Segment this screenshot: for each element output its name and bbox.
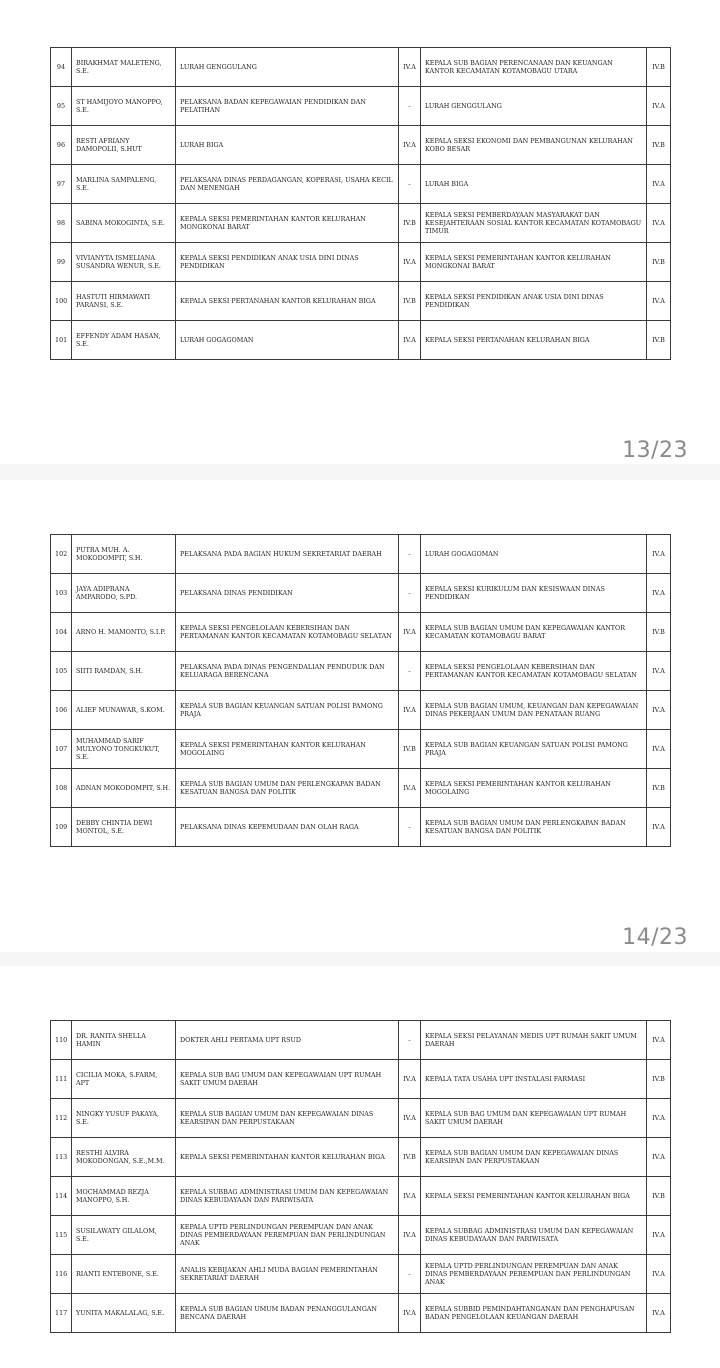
new-grade: IV.B (647, 321, 671, 360)
old-position: PELAKSANA DINAS PENDIDIKAN (176, 574, 399, 613)
old-position: LURAH BIGA (176, 126, 399, 165)
page-number: 14/23 (622, 925, 688, 950)
new-grade: IV.A (647, 1021, 671, 1060)
table-row (51, 321, 671, 360)
old-position: KEPALA SEKSI PEMERINTAHAN KANTOR KELURAHAN MONGKONAI BARAT (176, 204, 399, 243)
table-row (51, 1099, 671, 1138)
old-grade: IV.A (399, 1216, 421, 1255)
employee-name: SIITI RAMDAN, S.H. (72, 652, 176, 691)
old-grade: IV.A (399, 126, 421, 165)
new-grade: IV.A (647, 1294, 671, 1333)
new-grade: IV.A (647, 730, 671, 769)
old-position: KEPALA SUB BAGIAN UMUM DAN KEPEGAWAIAN DINAS KEARSIPAN DAN PERPUSTAKAAN (176, 1099, 399, 1138)
old-grade: - (399, 1255, 421, 1294)
new-position: KEPALA SEKSI PEMERINTAHAN KANTOR KELURAHAN BIGA (421, 1177, 647, 1216)
personnel-table-page-2 (50, 534, 671, 847)
new-grade: IV.A (647, 1099, 671, 1138)
old-grade: IV.B (399, 282, 421, 321)
employee-name: JAYA ADIPRANA AMPARODO, S.PD. (72, 574, 176, 613)
new-grade: IV.B (647, 1177, 671, 1216)
new-position: KEPALA SUB BAGIAN UMUM, KEUANGAN DAN KEPEGAWAIAN DINAS PEKERJAAN UMUM DAN PENATAAN RUANG (421, 691, 647, 730)
employee-name: ALIEF MUNAWAR, S.KOM. (72, 691, 176, 730)
new-grade: IV.A (647, 1216, 671, 1255)
employee-name: BIRAKHMAT MALETENG, S.E. (72, 48, 176, 87)
new-grade: IV.B (647, 613, 671, 652)
old-grade: IV.A (399, 1099, 421, 1138)
row-number: 103 (51, 574, 72, 613)
row-number: 113 (51, 1138, 72, 1177)
row-number: 94 (51, 48, 72, 87)
new-position: KEPALA SEKSI KURIKULUM DAN KESISWAAN DINAS PENDIDIKAN (421, 574, 647, 613)
table-row (51, 1021, 671, 1060)
old-position: DOKTER AHLI PERTAMA UPT RSUD (176, 1021, 399, 1060)
employee-name: HASTUTI HIRMAWATI PARANSI, S.E. (72, 282, 176, 321)
table-row (51, 1060, 671, 1099)
row-number: 112 (51, 1099, 72, 1138)
new-grade: IV.A (647, 165, 671, 204)
table-row (51, 1216, 671, 1255)
old-grade: IV.B (399, 204, 421, 243)
old-grade: IV.A (399, 691, 421, 730)
new-position: KEPALA SUB BAGIAN UMUM DAN KEPEGAWAIAN DINAS KEARSIPAN DAN PERPUSTAKAAN (421, 1138, 647, 1177)
employee-name: MUHAMMAD SARIF MULYONO TONGKUKUT, S.E. (72, 730, 176, 769)
new-position: KEPALA SEKSI PEMERINTAHAN KANTOR KELURAHAN MONGKONAI BARAT (421, 243, 647, 282)
employee-name: RESTHI ALVIRA MOKODONGAN, S.E.,M.M. (72, 1138, 176, 1177)
personnel-table-page-1 (50, 47, 671, 360)
employee-name: DR. RANITA SHELLA HAMIN (72, 1021, 176, 1060)
employee-name: ADNAN MOKODOMPIT, S.H. (72, 769, 176, 808)
new-grade: IV.A (647, 87, 671, 126)
employee-name: DEBBY CHINTIA DEWI MONTOL, S.E. (72, 808, 176, 847)
row-number: 104 (51, 613, 72, 652)
new-position: KEPALA SUB BAGIAN KEUANGAN SATUAN POLISI PAMONG PRAJA (421, 730, 647, 769)
table-row (51, 1294, 671, 1333)
row-number: 97 (51, 165, 72, 204)
row-number: 115 (51, 1216, 72, 1255)
new-grade: IV.A (647, 574, 671, 613)
old-position: ANALIS KEBIJAKAN AHLI MUDA BAGIAN PEMERINTAHAN SEKRETARIAT DAERAH (176, 1255, 399, 1294)
row-number: 109 (51, 808, 72, 847)
old-grade: - (399, 808, 421, 847)
new-position: KEPALA SUB BAG UMUM DAN KEPEGAWAIAN UPT RUMAH SAKIT UMUM DAERAH (421, 1099, 647, 1138)
row-number: 98 (51, 204, 72, 243)
old-position: PELAKSANA BADAN KEPEGAWAIAN PENDIDIKAN DAN PELATIHAN (176, 87, 399, 126)
row-number: 108 (51, 769, 72, 808)
old-grade: IV.A (399, 613, 421, 652)
page-separator (0, 464, 720, 480)
new-position: KEPALA SEKSI EKONOMI DAN PEMBANGUNAN KELURAHAN KOBO BESAR (421, 126, 647, 165)
new-position: KEPALA TATA USAHA UPT INSTALASI FARMASI (421, 1060, 647, 1099)
old-grade: IV.A (399, 769, 421, 808)
employee-name: EFFENDY ADAM HASAN, S.E. (72, 321, 176, 360)
old-position: KEPALA SEKSI PENGELOLAAN KEBERSIHAN DAN PERTAMANAN KANTOR KECAMATAN KOTAMOBAGU SELATAN (176, 613, 399, 652)
new-position: KEPALA SEKSI PERTANAHAN KELURAHAN BIGA (421, 321, 647, 360)
table-row (51, 652, 671, 691)
old-grade: IV.A (399, 48, 421, 87)
new-position: KEPALA SUBBID PEMINDAHTANGANAN DAN PENGHAPUSAN BADAN PENGELOLAAN KEUANGAN DAERAH (421, 1294, 647, 1333)
row-number: 111 (51, 1060, 72, 1099)
employee-name: ARNO H. MAMONTO, S.I.P. (72, 613, 176, 652)
row-number: 107 (51, 730, 72, 769)
old-grade: IV.A (399, 1294, 421, 1333)
old-position: KEPALA SEKSI PERTANAHAN KANTOR KELURAHAN BIGA (176, 282, 399, 321)
new-grade: IV.A (647, 282, 671, 321)
new-grade: IV.A (647, 691, 671, 730)
document-page-1 (0, 0, 720, 464)
table-row (51, 574, 671, 613)
old-grade: - (399, 574, 421, 613)
old-position: KEPALA SEKSI PEMERINTAHAN KANTOR KELURAHAN MOGOLAING (176, 730, 399, 769)
employee-name: VIVIANYTA ISMELIANA SUSANDRA WENUR, S.E. (72, 243, 176, 282)
old-position: PELAKSANA DINAS PERDAGANGAN, KOPERASI, USAHA KECIL DAN MENENGAH (176, 165, 399, 204)
row-number: 100 (51, 282, 72, 321)
row-number: 106 (51, 691, 72, 730)
table-row (51, 535, 671, 574)
old-position: KEPALA SUB BAG UMUM DAN KEPEGAWAIAN UPT RUMAH SAKIT UMUM DAERAH (176, 1060, 399, 1099)
new-position: KEPALA SUB BAGIAN UMUM DAN KEPEGAWAIAN KANTOR KECAMATAN KOTAMOBAGU BARAT (421, 613, 647, 652)
new-position: KEPALA SEKSI PENDIDIKAN ANAK USIA DINI DINAS PENDIDIKAN (421, 282, 647, 321)
table-row (51, 48, 671, 87)
employee-name: RIANTI ENTEBONE, S.E. (72, 1255, 176, 1294)
table-row (51, 165, 671, 204)
employee-name: YUNITA MAKALALAG, S.E. (72, 1294, 176, 1333)
old-position: KEPALA SEKSI PEMERINTAHAN KANTOR KELURAHAN BIGA (176, 1138, 399, 1177)
old-position: KEPALA SUB BAGIAN UMUM BADAN PENANGGULANGAN BENCANA DAERAH (176, 1294, 399, 1333)
employee-name: RESTI AFRIANY DAMOPOLII, S.HUT (72, 126, 176, 165)
table-row (51, 808, 671, 847)
table-row (51, 204, 671, 243)
new-grade: IV.A (647, 1255, 671, 1294)
document-page-3 (0, 966, 720, 1368)
old-grade: IV.A (399, 243, 421, 282)
new-position: KEPALA SEKSI PEMERINTAHAN KANTOR KELURAHAN MOGOLAING (421, 769, 647, 808)
old-grade: - (399, 652, 421, 691)
employee-name: MARLINA SAMPALENG, S.E. (72, 165, 176, 204)
old-grade: IV.A (399, 1060, 421, 1099)
new-position: KEPALA SEKSI PELAYANAN MEDIS UPT RUMAH SAKIT UMUM DAERAH (421, 1021, 647, 1060)
document-page-2 (0, 480, 720, 952)
old-position: PELAKSANA DINAS KEPEMUDAAN DAN OLAH RAGA (176, 808, 399, 847)
employee-name: CICILIA MOKA, S.FARM, APT (72, 1060, 176, 1099)
table-row (51, 613, 671, 652)
new-position: KEPALA UPTD PERLINDUNGAN PEREMPUAN DAN ANAK DINAS PEMBERDAYAAN PEREMPUAN DAN PERLINDUNGAN ANAK (421, 1255, 647, 1294)
new-position: KEPALA SUBBAG ADMINISTRASI UMUM DAN KEPEGAWAIAN DINAS KEBUDAYAAN DAN PARIWISATA (421, 1216, 647, 1255)
table-row (51, 730, 671, 769)
employee-name: PUTRA MUH. A. MOKODOMPIT, S.H. (72, 535, 176, 574)
old-position: KEPALA SUB BAGIAN KEUANGAN SATUAN POLISI PAMONG PRAJA (176, 691, 399, 730)
page-separator (0, 952, 720, 966)
old-grade: - (399, 165, 421, 204)
employee-name: NINGKY YUSUF PAKAYA, S.E. (72, 1099, 176, 1138)
row-number: 102 (51, 535, 72, 574)
employee-name: ST HAMIJOYO MANOPPO, S.E. (72, 87, 176, 126)
row-number: 110 (51, 1021, 72, 1060)
table-row (51, 1138, 671, 1177)
new-position: LURAH BIGA (421, 165, 647, 204)
old-grade: IV.B (399, 1138, 421, 1177)
old-position: PELAKSANA PADA DINAS PENGENDALIAN PENDUDUK DAN KELUARAGA BERENCANA (176, 652, 399, 691)
new-grade: IV.B (647, 48, 671, 87)
new-grade: IV.A (647, 652, 671, 691)
old-grade: IV.A (399, 1177, 421, 1216)
new-position: KEPALA SUB BAGIAN PERENCANAAN DAN KEUANGAN KANTOR KECAMATAN KOTAMOBAGU UTARA (421, 48, 647, 87)
table-row (51, 691, 671, 730)
personnel-table-page-3 (50, 1020, 671, 1333)
employee-name: MOCHAMMAD REZJA MANOPPO, S.H. (72, 1177, 176, 1216)
new-position: LURAH GOGAGOMAN (421, 535, 647, 574)
new-grade: IV.B (647, 769, 671, 808)
table-row (51, 126, 671, 165)
old-position: KEPALA SUBBAG ADMINISTRASI UMUM DAN KEPEGAWAIAN DINAS KEBUDAYAAN DAN PARIWISATA (176, 1177, 399, 1216)
table-row (51, 1177, 671, 1216)
row-number: 117 (51, 1294, 72, 1333)
new-grade: IV.B (647, 1060, 671, 1099)
old-grade: - (399, 87, 421, 126)
row-number: 96 (51, 126, 72, 165)
row-number: 116 (51, 1255, 72, 1294)
new-position: KEPALA SUB BAGIAN UMUM DAN PERLENGKAPAN BADAN KESATUAN BANGSA DAN POLITIK (421, 808, 647, 847)
row-number: 105 (51, 652, 72, 691)
old-position: PELAKSANA PADA BAGIAN HUKUM SEKRETARIAT DAERAH (176, 535, 399, 574)
row-number: 99 (51, 243, 72, 282)
new-grade: IV.A (647, 204, 671, 243)
page-number: 13/23 (622, 438, 688, 463)
old-grade: - (399, 535, 421, 574)
row-number: 114 (51, 1177, 72, 1216)
old-position: KEPALA SEKSI PENDIDIKAN ANAK USIA DINI DINAS PENDIDIKAN (176, 243, 399, 282)
new-grade: IV.A (647, 1138, 671, 1177)
employee-name: SUSILAWATY GILALOM, S.E. (72, 1216, 176, 1255)
old-grade: IV.A (399, 321, 421, 360)
row-number: 101 (51, 321, 72, 360)
old-position: KEPALA UPTD PERLINDUNGAN PEREMPUAN DAN ANAK DINAS PEMBERDAYAAN PEREMPUAN DAN PERLINDUNGAN ANAK (176, 1216, 399, 1255)
new-grade: IV.A (647, 535, 671, 574)
new-grade: IV.A (647, 808, 671, 847)
old-position: LURAH GOGAGOMAN (176, 321, 399, 360)
new-position: KEPALA SEKSI PEMBERDAYAAN MASYARAKAT DAN KESEJAHTERAAN SOSIAL KANTOR KECAMATAN KOTAMOBAGU TIMUR (421, 204, 647, 243)
table-row (51, 87, 671, 126)
row-number: 95 (51, 87, 72, 126)
employee-name: SABINA MOKOGINTA, S.E. (72, 204, 176, 243)
old-position: KEPALA SUB BAGIAN UMUM DAN PERLENGKAPAN BADAN KESATUAN BANGSA DAN POLITIK (176, 769, 399, 808)
table-row (51, 769, 671, 808)
new-position: KEPALA SEKSI PENGELOLAAN KEBERSIHAN DAN PERTAMANAN KANTOR KECAMATAN KOTAMOBAGU SELATAN (421, 652, 647, 691)
old-position: LURAH GENGGULANG (176, 48, 399, 87)
new-position: LURAH GENGGULANG (421, 87, 647, 126)
old-grade: IV.B (399, 730, 421, 769)
new-grade: IV.B (647, 126, 671, 165)
table-row (51, 1255, 671, 1294)
old-grade: - (399, 1021, 421, 1060)
table-row (51, 243, 671, 282)
table-row (51, 282, 671, 321)
new-grade: IV.B (647, 243, 671, 282)
